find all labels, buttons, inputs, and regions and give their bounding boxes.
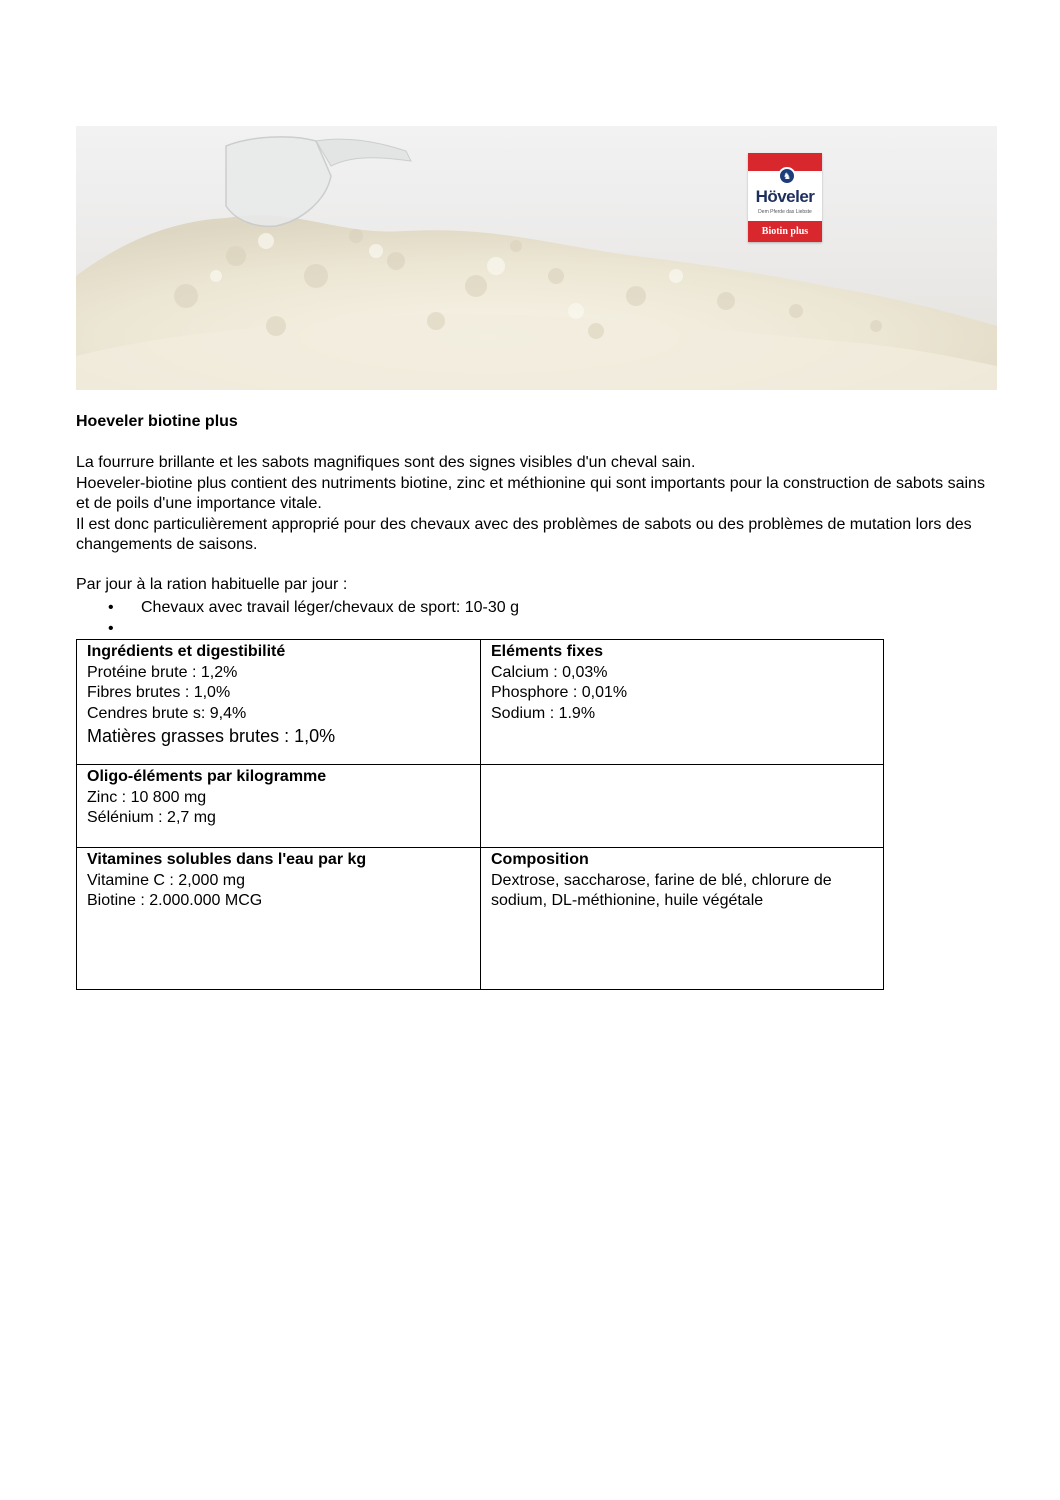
fixed-elements-cell bbox=[481, 640, 884, 765]
composition-text: Dextrose, saccharose, farine de blé, chlorure de sodium, DL-méthionine, huile végétale bbox=[491, 871, 832, 909]
powder-illustration bbox=[76, 126, 997, 390]
fixed-element-line: Sodium : 1.9% bbox=[491, 704, 596, 722]
fixed-element-line: Calcium : 0,03% bbox=[491, 663, 608, 681]
ingredient-line: Cendres brute s: 9,4% bbox=[87, 704, 247, 722]
bullet-icon: • bbox=[108, 599, 114, 616]
list-item bbox=[76, 620, 519, 641]
list-item-text: Chevaux avec travail léger/chevaux de sport: 10-30 g bbox=[141, 599, 519, 616]
ingredient-line: Protéine brute : 1,2% bbox=[87, 663, 238, 681]
ingredients-header: Ingrédients et digestibilité bbox=[87, 643, 286, 660]
ration-intro: Par jour à la ration habituelle par jour : bbox=[76, 576, 348, 593]
trace-element-line: Zinc : 10 800 mg bbox=[87, 788, 207, 806]
nutrition-table bbox=[76, 639, 884, 990]
logo-brand: Höveler bbox=[755, 187, 815, 206]
description-line: La fourrure brillante et les sabots magnifiques sont des signes visibles d'un cheval sain. bbox=[76, 454, 696, 471]
page-title: Hoeveler biotine plus bbox=[76, 413, 238, 430]
ingredients-cell bbox=[77, 640, 481, 765]
trace-elements-header: Oligo-éléments par kilogramme bbox=[87, 768, 327, 785]
trace-element-line: Sélénium : 2,7 mg bbox=[87, 809, 216, 826]
composition-header: Composition bbox=[491, 851, 589, 868]
vitamin-line: Biotine : 2.000.000 MCG bbox=[87, 892, 263, 909]
horse-icon: ♞ bbox=[778, 167, 796, 185]
hoeveler-logo bbox=[748, 153, 822, 242]
description-line: Hoeveler-biotine plus contient des nutriments biotine, zinc et méthionine qui sont importants pour la construction de sabots sains et de poils d'une importance vitale. bbox=[76, 474, 985, 512]
empty-cell bbox=[481, 765, 884, 848]
vitamins-cell bbox=[77, 848, 481, 990]
vitamins-header: Vitamines solubles dans l'eau par kg bbox=[87, 851, 367, 868]
trace-elements-cell bbox=[77, 765, 481, 848]
fixed-elements-header: Eléments fixes bbox=[491, 643, 604, 660]
logo-product: Biotin plus bbox=[748, 221, 822, 242]
hero-image bbox=[76, 126, 997, 390]
list-item bbox=[76, 599, 519, 620]
description-line: Il est donc particulièrement approprié pour des chevaux avec des problèmes de sabots ou des problèmes de mutation lors des changements de saisons. bbox=[76, 515, 972, 553]
bullet-icon: • bbox=[108, 620, 114, 637]
table-row bbox=[77, 848, 884, 990]
description bbox=[76, 453, 996, 556]
logo-tagline: Dem Pferde das Liebste bbox=[758, 209, 812, 215]
ingredient-line-large: Matières grasses brutes : 1,0% bbox=[87, 726, 336, 746]
fixed-element-line: Phosphore : 0,01% bbox=[491, 684, 628, 701]
table-row bbox=[77, 765, 884, 848]
vitamin-line: Vitamine C : 2,000 mg bbox=[87, 871, 246, 889]
ingredient-line: Fibres brutes : 1,0% bbox=[87, 684, 231, 701]
composition-cell bbox=[481, 848, 884, 990]
dosage-list bbox=[76, 599, 519, 641]
table-row bbox=[77, 640, 884, 765]
